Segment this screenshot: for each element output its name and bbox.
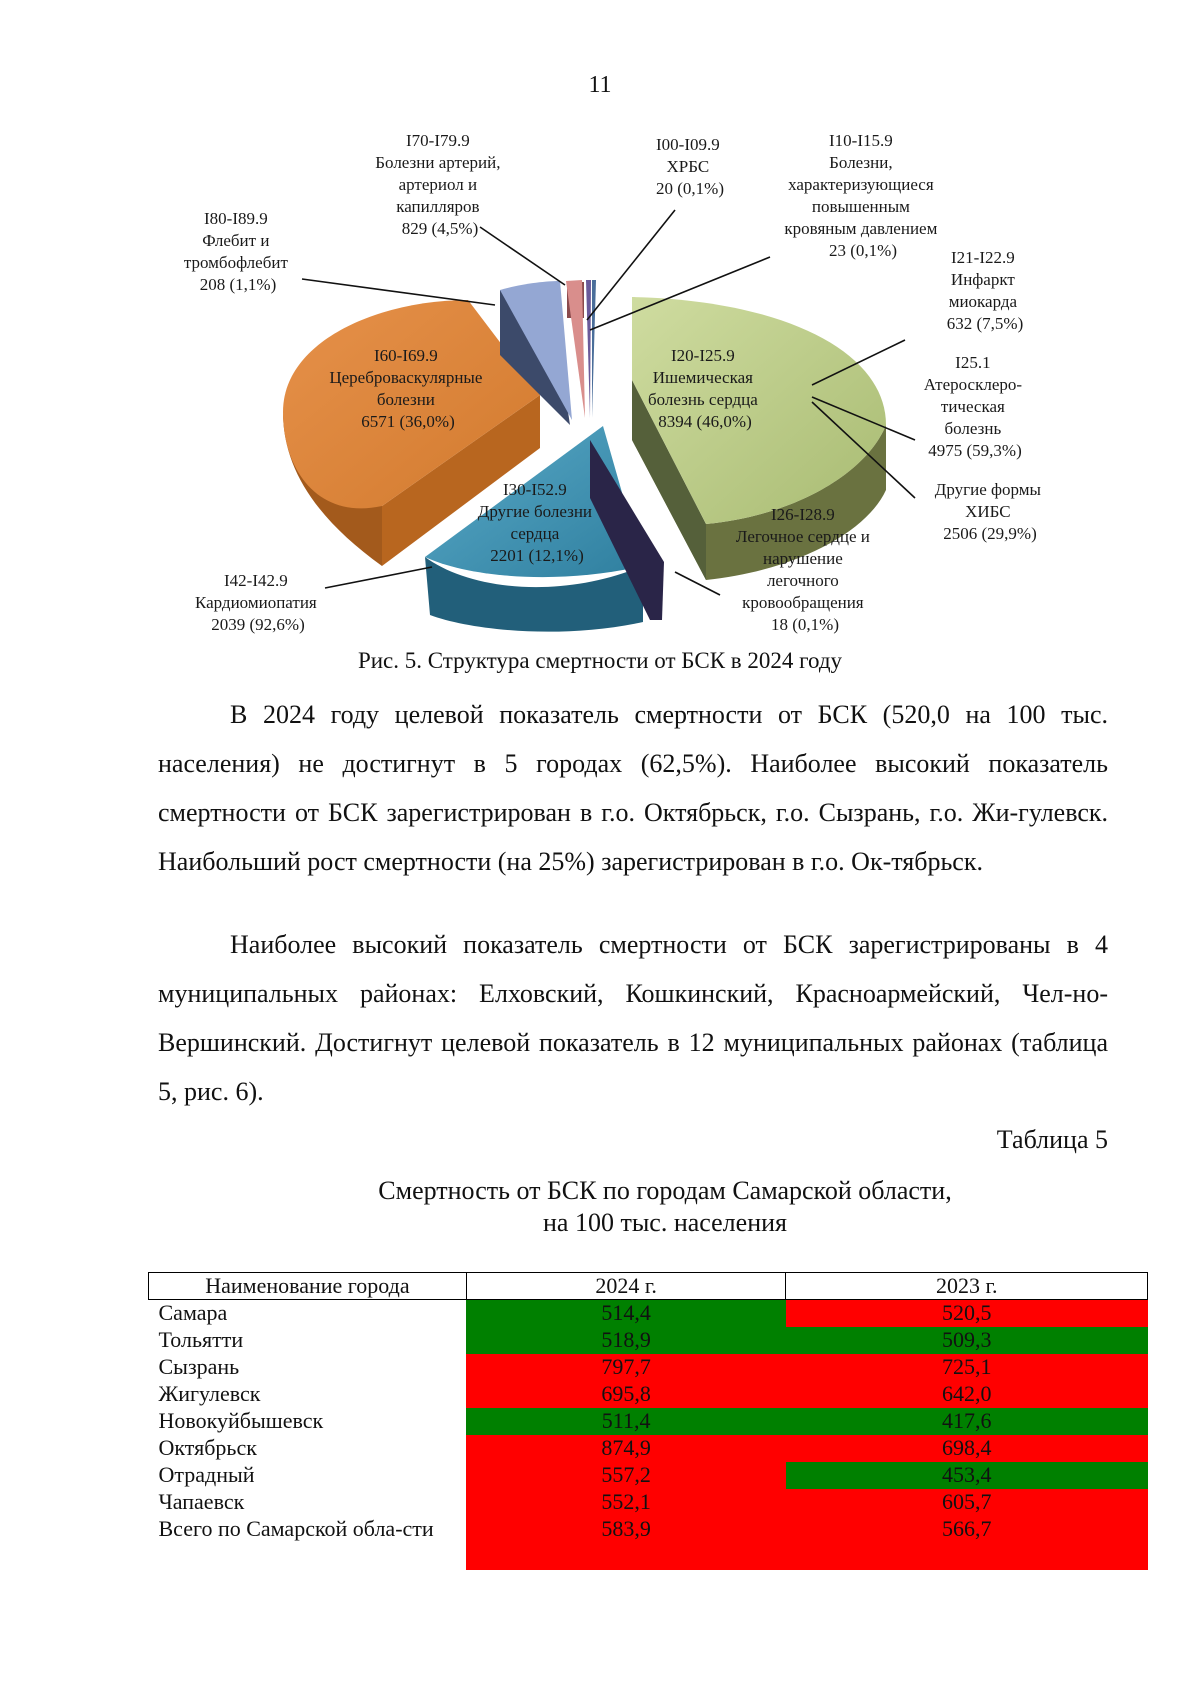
city-name-cell: Жигулевск: [158, 1381, 261, 1406]
label-i00: I00-I09.9 ХРБС 20 (0,1%): [656, 135, 724, 198]
value-2024-cell: 695,8: [466, 1381, 786, 1408]
value-2024-cell: 518,9: [466, 1327, 786, 1354]
table-row: [149, 1516, 1148, 1570]
table-header-row: [149, 1273, 1148, 1300]
table-body: [149, 1300, 1148, 1571]
city-name-cell: Тольятти: [158, 1327, 244, 1352]
pie-slice-chrbs: [586, 280, 591, 418]
value-2023-cell: 417,6: [786, 1408, 1148, 1435]
value-2024-cell: 557,2: [466, 1462, 786, 1489]
city-name-cell: Самара: [158, 1300, 228, 1325]
value-2024-cell: 874,9: [466, 1435, 786, 1462]
table-row: [149, 1381, 1148, 1408]
paragraph: Наиболее высокий показатель смертности от БСК зарегистрированы в 4 муниципальных районах: Елховский, Кошкинский, Красноармейский, Чел-но-Вершинский. Достигнут целевой показатель в 12 муниципальных районах (таблица 5, рис. 6).: [158, 930, 1108, 1106]
label-hibs: Другие формы ХИБС 2506 (29,9%): [934, 480, 1041, 543]
value-2024-cell: 583,9: [466, 1516, 786, 1570]
table-row: [149, 1489, 1148, 1516]
value-2023-cell: 520,5: [786, 1300, 1148, 1328]
table-number: Таблица 5: [996, 1125, 1108, 1154]
city-name-cell: Сызрань: [158, 1354, 240, 1379]
label-i25: I25.1 Атеросклеро- тическая болезнь 4975 (59,3%): [923, 353, 1023, 460]
city-name-cell: Новокуйбышевск: [158, 1408, 324, 1433]
label-i26: I26-I28.9 Легочное сердце и нарушение легочного кровообращения 18 (0,1%): [735, 505, 870, 634]
value-2023-cell: 566,7: [786, 1516, 1148, 1570]
label-i10: I10-I15.9 Болезни, характеризующиеся повышенным кровяным давлением 23 (0,1%): [784, 131, 938, 260]
table-title-line: на 100 тыс. населения: [543, 1208, 787, 1237]
leader-line-i42: [325, 567, 432, 588]
value-2023-cell: 453,4: [786, 1462, 1148, 1489]
label-i70: I70-I79.9 Болезни артерий, артериол и капилляров 829 (4,5%): [375, 131, 501, 238]
table-title-line: Смертность от БСК по городам Самарской области,: [378, 1176, 952, 1205]
city-name-cell: Всего по Самарской обла-сти: [158, 1516, 434, 1541]
table-row: [149, 1354, 1148, 1381]
table-row: [149, 1327, 1148, 1354]
city-name-cell: Октябрьск: [158, 1435, 257, 1460]
leader-line-i80: [302, 279, 495, 305]
label-i42: I42-I42.9 Кардиомиопатия 2039 (92,6%): [194, 571, 317, 634]
city-name-cell: Отрадный: [158, 1462, 255, 1487]
pie-chart: [0, 110, 1200, 650]
value-2024-cell: 797,7: [466, 1354, 786, 1381]
column-header-2023: 2023 г.: [786, 1273, 1148, 1300]
column-header-city: Наименование города: [149, 1273, 467, 1300]
pie-slice-hypertension: [592, 280, 596, 418]
value-2024-cell: 514,4: [466, 1300, 786, 1328]
table-title: [0, 1175, 1200, 1239]
leader-line-i70: [480, 227, 565, 285]
table-row: [149, 1408, 1148, 1435]
value-2023-cell: 642,0: [786, 1381, 1148, 1408]
mortality-table: [148, 1272, 1148, 1570]
value-2023-cell: 698,4: [786, 1435, 1148, 1462]
table-row: [149, 1435, 1148, 1462]
table-row: [149, 1462, 1148, 1489]
label-i30: I30-I52.9 Другие болезни сердца 2201 (12,1%): [477, 480, 593, 565]
city-name-cell: Чапаевск: [158, 1489, 245, 1514]
label-i80: I80-I89.9 Флебит и тромбофлебит 208 (1,1%): [183, 209, 288, 294]
value-2024-cell: 552,1: [466, 1489, 786, 1516]
column-header-2024: 2024 г.: [466, 1273, 786, 1300]
label-i20: I20-I25.9 Ишемическая болезнь сердца 8394 (46,0%): [647, 346, 758, 431]
figure-caption: Рис. 5. Структура смертности от БСК в 2024 году: [357, 648, 843, 673]
label-i60: I60-I69.9 Цереброваскулярные болезни 6571 (36,0%): [329, 346, 483, 431]
value-2023-cell: 605,7: [786, 1489, 1148, 1516]
value-2023-cell: 725,1: [786, 1354, 1148, 1381]
table-row: [149, 1300, 1148, 1328]
label-i21: I21-I22.9 Инфаркт миокарда 632 (7,5%): [946, 248, 1024, 333]
paragraph: В 2024 году целевой показатель смертности от БСК (520,0 на 100 тыс. населения) не достигнут в 5 городах (62,5%). Наиболее высокий показатель смертности от БСК зарегистрирован в г.о. Октябрьск, г.о. Сызрань, г.о. Жи-гулевск. Наибольший рост смертности (на 25%) зарегистрирован в г.о. Ок-тябрьск.: [158, 700, 1108, 876]
value-2023-cell: 509,3: [786, 1327, 1148, 1354]
page-number: 11: [588, 72, 612, 98]
value-2024-cell: 511,4: [466, 1408, 786, 1435]
